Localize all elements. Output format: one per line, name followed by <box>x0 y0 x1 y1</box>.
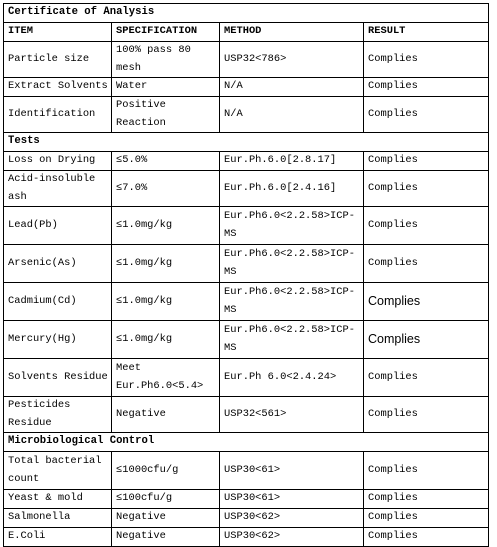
result-cell: Complies <box>364 509 489 528</box>
table-row <box>4 283 489 321</box>
method-cell: Eur.Ph6.0<2.2.58>ICP-MS <box>220 283 364 321</box>
table-row <box>4 207 489 245</box>
item-cell: Acid-insoluble ash <box>4 171 112 207</box>
item-cell: Salmonella <box>4 509 112 528</box>
method-cell: USP30<61> <box>220 452 364 490</box>
header-result: RESULT <box>364 23 489 42</box>
method-cell: USP30<62> <box>220 528 364 547</box>
result-cell: Complies <box>364 245 489 283</box>
result-cell: Complies <box>364 97 489 133</box>
table-row <box>4 490 489 509</box>
spec-cell: Meet Eur.Ph6.0<5.4> <box>112 359 220 397</box>
table-row <box>4 42 489 78</box>
table-row <box>4 528 489 547</box>
result-cell: Complies <box>364 528 489 547</box>
item-cell: Cadmium(Cd) <box>4 283 112 321</box>
table-row <box>4 78 489 97</box>
spec-cell: ≤5.0% <box>112 152 220 171</box>
table-row <box>4 452 489 490</box>
item-cell: Arsenic(As) <box>4 245 112 283</box>
spec-cell: ≤1.0mg/kg <box>112 245 220 283</box>
spec-cell: Positive Reaction <box>112 97 220 133</box>
result-cell: Complies <box>364 397 489 433</box>
result-cell: Complies <box>364 321 489 359</box>
header-method: METHOD <box>220 23 364 42</box>
spec-cell: ≤100cfu/g <box>112 490 220 509</box>
method-cell: Eur.Ph 6.0<2.4.24> <box>220 359 364 397</box>
method-cell: USP32<786> <box>220 42 364 78</box>
result-cell: Complies <box>364 452 489 490</box>
table-row <box>4 359 489 397</box>
certificate-table <box>3 3 489 547</box>
spec-cell: ≤7.0% <box>112 171 220 207</box>
result-cell: Complies <box>364 490 489 509</box>
spec-cell: Negative <box>112 397 220 433</box>
item-cell: Total bacterial count <box>4 452 112 490</box>
table-row <box>4 97 489 133</box>
result-cell: Complies <box>364 359 489 397</box>
spec-cell: Negative <box>112 509 220 528</box>
method-cell: Eur.Ph6.0<2.2.58>ICP-MS <box>220 321 364 359</box>
spec-cell: 100% pass 80 mesh <box>112 42 220 78</box>
table-row <box>4 509 489 528</box>
header-specification: SPECIFICATION <box>112 23 220 42</box>
result-cell: Complies <box>364 171 489 207</box>
spec-cell: ≤1.0mg/kg <box>112 207 220 245</box>
item-cell: Particle size <box>4 42 112 78</box>
method-cell: Eur.Ph6.0<2.2.58>ICP-MS <box>220 245 364 283</box>
spec-cell: Negative <box>112 528 220 547</box>
table-row <box>4 397 489 433</box>
method-cell: USP32<561> <box>220 397 364 433</box>
item-cell: Identification <box>4 97 112 133</box>
method-cell: Eur.Ph6.0<2.2.58>ICP-MS <box>220 207 364 245</box>
result-cell: Complies <box>364 42 489 78</box>
method-cell: Eur.Ph.6.0[2.4.16] <box>220 171 364 207</box>
method-cell: N/A <box>220 97 364 133</box>
result-cell: Complies <box>364 283 489 321</box>
result-cell: Complies <box>364 207 489 245</box>
result-cell: Complies <box>364 78 489 97</box>
method-cell: USP30<62> <box>220 509 364 528</box>
item-cell: Lead(Pb) <box>4 207 112 245</box>
item-cell: Extract Solvents <box>4 78 112 97</box>
item-cell: E.Coli <box>4 528 112 547</box>
item-cell: Pesticides Residue <box>4 397 112 433</box>
method-cell: Eur.Ph.6.0[2.8.17] <box>220 152 364 171</box>
item-cell: Yeast & mold <box>4 490 112 509</box>
certificate-title: Certificate of Analysis <box>4 4 489 23</box>
table-row <box>4 245 489 283</box>
spec-cell: ≤1.0mg/kg <box>112 283 220 321</box>
item-cell: Loss on Drying <box>4 152 112 171</box>
table-row <box>4 171 489 207</box>
spec-cell: ≤1.0mg/kg <box>112 321 220 359</box>
method-cell: USP30<61> <box>220 490 364 509</box>
item-cell: Solvents Residue <box>4 359 112 397</box>
section-tests: Tests <box>4 133 489 152</box>
section-microbiological-control: Microbiological Control <box>4 433 489 452</box>
table-row <box>4 321 489 359</box>
table-row <box>4 152 489 171</box>
spec-cell: Water <box>112 78 220 97</box>
spec-cell: ≤1000cfu/g <box>112 452 220 490</box>
method-cell: N/A <box>220 78 364 97</box>
header-item: ITEM <box>4 23 112 42</box>
result-cell: Complies <box>364 152 489 171</box>
item-cell: Mercury(Hg) <box>4 321 112 359</box>
